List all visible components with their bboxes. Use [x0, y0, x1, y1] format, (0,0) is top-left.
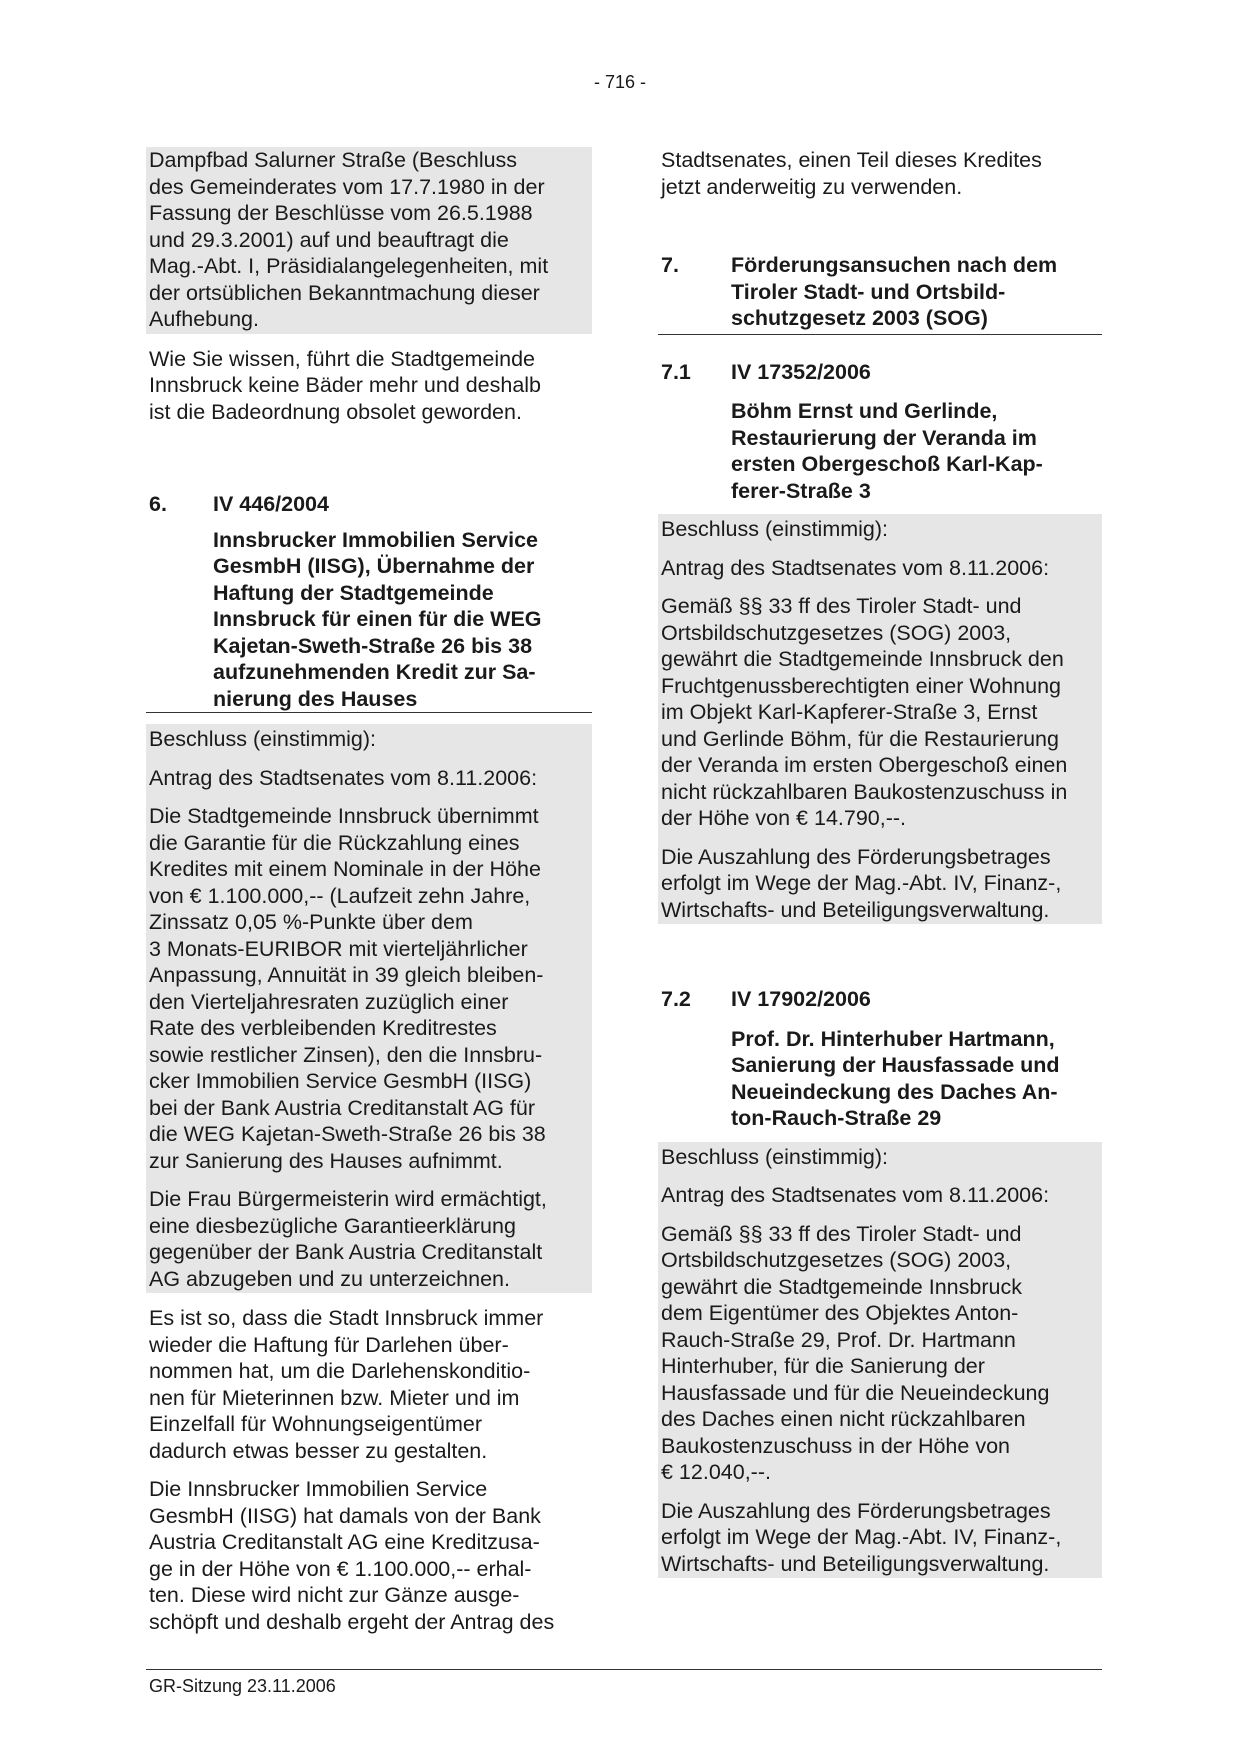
section-7-2-resolution [658, 1142, 1102, 1579]
section-6-resolution [146, 724, 592, 1293]
section-6-plain-2: Die Innsbrucker Immobilien Service GesmbH (IISG) hat damals von der Bank Austria Creditanstalt AG eine Kreditzusa- ge in der Höhe von € 1.100.000,-- erhal- ten. Diese wird nicht zur Gänze ausge- schöpft und deshalb ergeht der Antrag des [149, 1477, 555, 1634]
section-7-2-title-block [658, 1013, 1102, 1132]
section-7-2-antrag: Antrag des Stadtsenates vom 8.11.2006: [661, 1183, 1050, 1207]
page-number: - 716 - [593, 72, 647, 92]
section-6-beschluss: Beschluss (einstimmig): [149, 727, 376, 751]
section-7-heading [658, 252, 1102, 335]
section-7-1-ref: IV 17352/2006 [731, 359, 871, 384]
footer-session-date: GR-Sitzung 23.11.2006 [149, 1676, 336, 1696]
section-6-title-block [146, 518, 592, 714]
left-column [146, 147, 592, 1647]
intro-shaded-block [146, 147, 592, 334]
section-7-2-text-2: Die Auszahlung des Förderungsbetrages erfolgt im Wege der Mag.-Abt. IV, Finanz-, Wirtschafts- und Beteiligungsverwaltung. [661, 1498, 1062, 1576]
section-7-title: Förderungsansuchen nach dem Tiroler Stadt- und Ortsbild- schutzgesetz 2003 (SOG) [731, 253, 1058, 330]
section-7-1-heading [658, 359, 1102, 386]
continuation-text: Stadtsenates, einen Teil dieses Kredites jetzt anderweitig zu verwenden. [661, 148, 1042, 199]
section-6-antrag: Antrag des Stadtsenates vom 8.11.2006: [149, 765, 538, 790]
footer-divider [146, 1669, 1102, 1670]
section-7-2-beschluss: Beschluss (einstimmig): [661, 1144, 888, 1169]
section-7-1-antrag: Antrag des Stadtsenates vom 8.11.2006: [661, 555, 1050, 580]
section-6-heading [146, 491, 592, 518]
section-6-text-1: Die Stadtgemeinde Innsbruck übernimmt die Garantie für die Rückzahlung eines Kredites mit einem Nominale in der Höhe von € 1.100.000,-- (Laufzeit zehn Jahre, Zinssatz 0,05 %-Punkte über dem 3 Monats-EURIBOR mit vierteljährlicher Anpassung, Annuität in 39 gleich bleiben- den Vierteljahresraten zuzüglich einer Rate des verbleibenden Kreditrestes sowie restlicher Zinsen), den die Innsbru- cker Immobilien Service GesmbH (IISG) bei der Bank Austria Creditanstalt AG für die WEG Kajetan-Sweth-Straße 26 bis 38 zur Sanierung des Hauses aufnimmt. [149, 804, 546, 1173]
section-6-plain-1: Es ist so, dass die Stadt Innsbruck immer wieder die Haftung für Darlehen über- nommen hat, um die Darlehenskonditio- nen für Mieterinnen bzw. Mieter und im Einzelfall für Wohnungseigentümer dadurch etwas besser zu gestalten. [149, 1306, 544, 1463]
section-7-2-ref: IV 17902/2006 [731, 987, 871, 1011]
section-7-1-resolution [658, 514, 1102, 924]
intro-plain-text: Wie Sie wissen, führt die Stadtgemeinde Innsbruck keine Bäder mehr und deshalb ist die Badeordnung obsolet geworden. [149, 346, 542, 424]
section-7-1-text-1: Gemäß §§ 33 ff des Tiroler Stadt- und Ortsbildschutzgesetzes (SOG) 2003, gewährt die Stadtgemeinde Innsbruck den Fruchtgenussberechtigten einer Wohnung im Objekt Karl-Kapferer-Straße 3, Ernst und Gerlinde Böhm, für die Restaurierung der Veranda im ersten Obergeschoß einen nicht rückzahlbaren Baukostenzuschuss in der Höhe von € 14.790,--. [661, 594, 1068, 830]
section-7-1-text-2: Die Auszahlung des Förderungsbetrages erfolgt im Wege der Mag.-Abt. IV, Finanz-, Wirtschafts- und Beteiligungsverwaltung. [661, 844, 1062, 922]
section-7-2-number: 7.2 [661, 987, 691, 1011]
section-6-number: 6. [149, 492, 167, 516]
section-7-2-heading [658, 986, 1102, 1013]
section-7-2-text-1: Gemäß §§ 33 ff des Tiroler Stadt- und Ortsbildschutzgesetzes (SOG) 2003, gewährt die Stadtgemeinde Innsbruck dem Eigentümer des Objektes Anton- Rauch-Straße 29, Prof. Dr. Hartmann Hinterhuber, für die Sanierung der Hausfassade und für die Neueindeckung des Daches einen nicht rückzahlbaren Baukostenzuschuss in der Höhe von € 12.040,--. [661, 1221, 1050, 1484]
section-7-1-title-block [658, 385, 1102, 504]
section-7-number: 7. [661, 253, 679, 277]
intro-shaded-text: Dampfbad Salurner Straße (Beschluss des Gemeinderates vom 17.7.1980 in der Fassung der Beschlüsse vom 26.5.1988 und 29.3.2001) auf und beauftragt die Mag.-Abt. I, Präsidialangelegenheiten, mit der ortsüblichen Bekanntmachung dieser Aufhebung. [149, 148, 549, 331]
section-6-title: Innsbrucker Immobilien Service GesmbH (IISG), Übernahme der Haftung der Stadtgemeinde Innsbruck für einen für die WEG Kajetan-Sweth-Straße 26 bis 38 aufzunehmenden Kredit zur Sa- nierung des Hauses [213, 527, 542, 711]
section-7-1-title: Böhm Ernst und Gerlinde, Restaurierung der Veranda im ersten Obergeschoß Karl-Kap- ferer-Straße 3 [731, 399, 1043, 503]
section-7-2-title: Prof. Dr. Hinterhuber Hartmann, Sanierung der Hausfassade und Neueindeckung des Daches An- ton-Rauch-Straße 29 [731, 1026, 1060, 1130]
section-7-1-beschluss: Beschluss (einstimmig): [661, 517, 888, 541]
section-6-text-2: Die Frau Bürgermeisterin wird ermächtigt, eine diesbezügliche Garantieerklärung gegenüber der Bank Austria Creditanstalt AG abzugeben und zu unterzeichnen. [149, 1187, 547, 1291]
section-6-ref: IV 446/2004 [213, 492, 329, 516]
right-column [658, 147, 1102, 1578]
section-7-1-number: 7.1 [661, 359, 691, 384]
